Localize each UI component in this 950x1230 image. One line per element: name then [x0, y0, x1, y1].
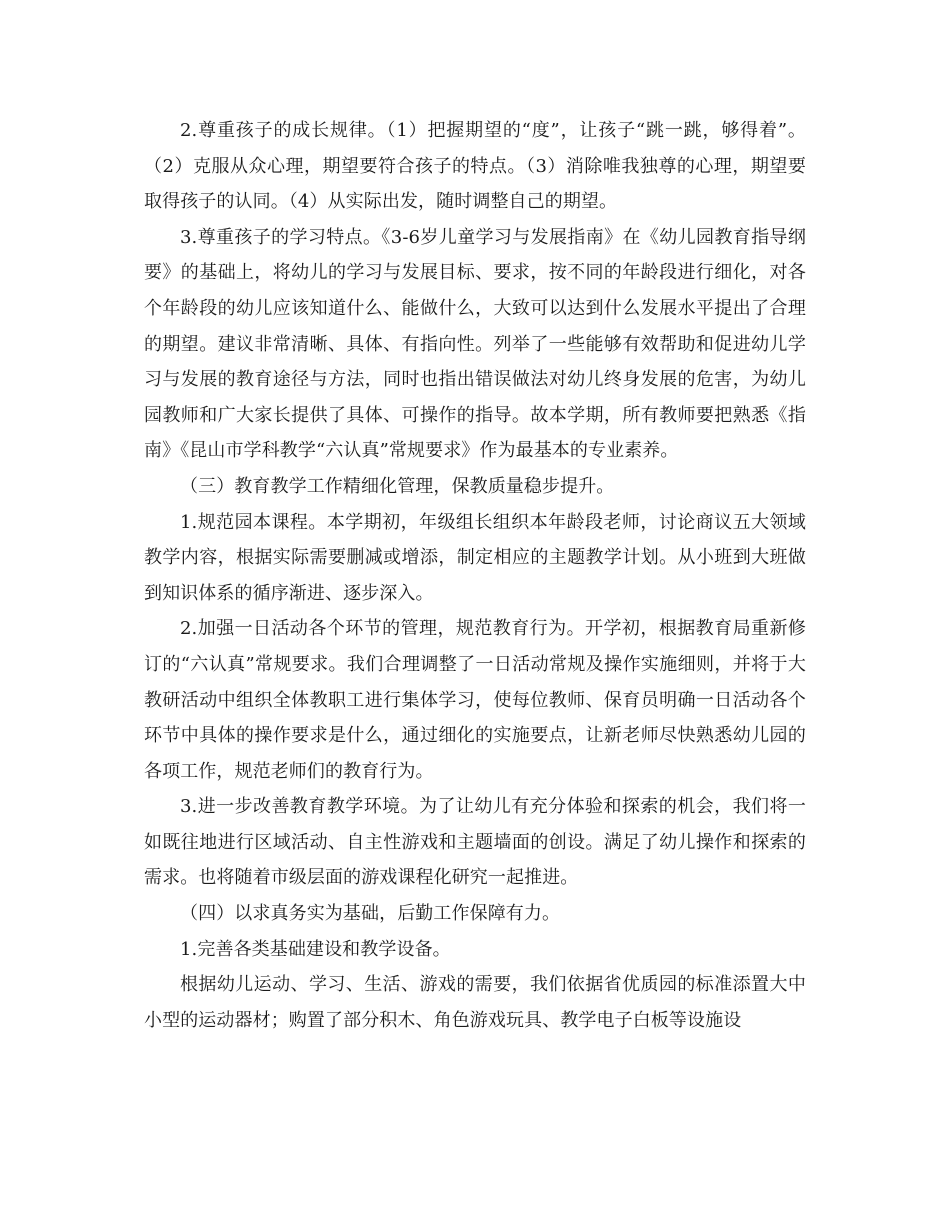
- paragraph-infrastructure-heading: 1.完善各类基础建设和教学设备。: [180, 938, 451, 960]
- section-heading-three: （三）教育教学工作精细化管理，保教质量稳步提升。: [180, 475, 615, 497]
- document-body: [144, 113, 806, 1038]
- paragraph-respect-growth-rules: 2.尊重孩子的成长规律。（1）把握期望的“度”，让孩子“跳一跳，够得着”。（2）克服从众心理，期望要符合孩子的特点。（3）消除唯我独尊的心理，期望要取得孩子的认同。（4）从实际出发，随时调整自己的期望。: [144, 120, 806, 213]
- paragraph-respect-learning-traits: 3.尊重孩子的学习特点。《3-6岁儿童学习与发展指南》在《幼儿园教育指导纲要》的基础上，将幼儿的学习与发展目标、要求，按不同的年龄段进行细化，对各个年龄段的幼儿应该知道什么、能做什么，大致可以达到什么发展水平提出了合理的期望。建议非常清晰、具体、有指向性。列举了一些能够有效帮助和促进幼儿学习与发展的教育途径与方法，同时也指出错误做法对幼儿终身发展的危害，为幼儿园教师和广大家长提供了具体、可操作的指导。故本学期，所有教师要把熟悉《指南》《昆山市学科教学“六认真”常规要求》作为最基本的专业素养。: [144, 226, 806, 462]
- paragraph-standardize-curriculum: 1.规范园本课程。本学期初，年级组长组织本年龄段老师，讨论商议五大领域教学内容，根据实际需要删减或增添，制定相应的主题教学计划。从小班到大班做到知识体系的循序渐进、逐步深入。: [144, 511, 806, 604]
- section-heading-four: （四）以求真务实为基础，后勤工作保障有力。: [180, 903, 561, 925]
- paragraph-daily-activity-management: 2.加强一日活动各个环节的管理，规范教育行为。开学初，根据教育局重新修订的“六认真”常规要求。我们合理调整了一日活动常规及操作实施细则，并将于大教研活动中组织全体教职工进行集体学习，使每位教师、保育员明确一日活动各个环节中具体的操作要求是什么，通过细化的实施要点，让新老师尽快熟悉幼儿园的各项工作，规范老师们的教育行为。: [144, 618, 806, 782]
- paragraph-improve-environment: 3.进一步改善教育教学环境。为了让幼儿有充分体验和探索的机会，我们将一如既往地进行区域活动、自主性游戏和主题墙面的创设。满足了幼儿操作和探索的需求。也将随着市级层面的游戏课程化研究一起推进。: [144, 796, 806, 889]
- paragraph-equipment-purchases: 根据幼儿运动、学习、生活、游戏的需要，我们依据省优质园的标准添置大中小型的运动器材；购置了部分积木、角色游戏玩具、教学电子白板等设施设: [144, 974, 806, 1031]
